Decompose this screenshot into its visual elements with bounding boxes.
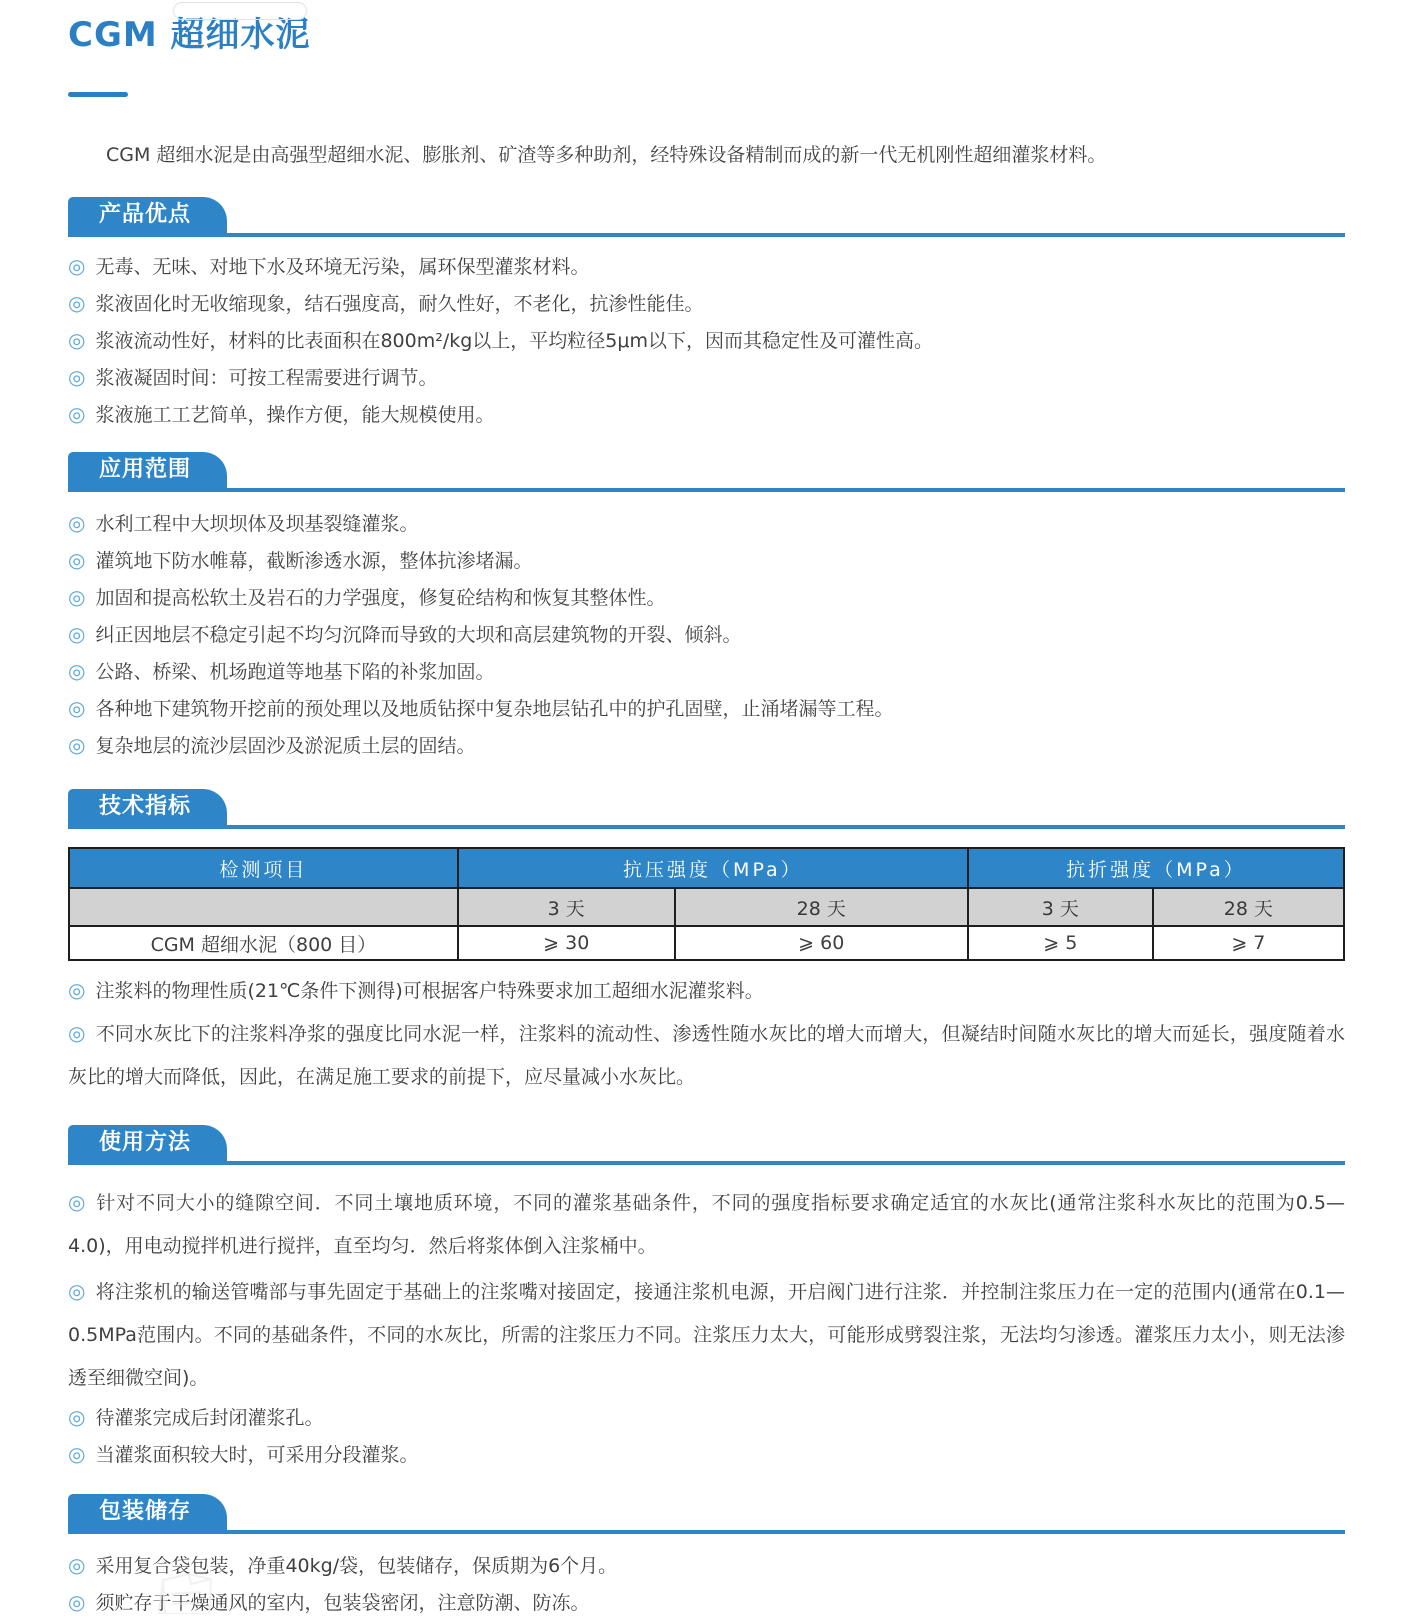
item-text: 水利工程中大坝坝体及坝基裂缝灌浆。 [95, 513, 419, 535]
header-cell-flexural: 抗折强度（MPa） [968, 848, 1344, 888]
item-text: 须贮存于干燥通风的室内，包装袋密闭，注意防潮、防冻。 [95, 1592, 590, 1614]
item-text: 纠正因地层不稳定引起不均匀沉降而导致的大坝和高层建筑物的开裂、倾斜。 [95, 624, 742, 646]
data-cell-product: CGM 超细水泥（800 目） [69, 926, 458, 960]
item-text: 注浆料的物理性质(21℃条件下测得)可根据客户特殊要求加工超细水泥灌浆料。 [95, 980, 764, 1002]
item-text: 浆液凝固时间：可按工程需要进行调节。 [95, 367, 438, 389]
section-header-usage [68, 1125, 1345, 1165]
bullet-icon: ◎ [68, 1442, 86, 1466]
section-heading-specs: 技术指标 [68, 789, 227, 825]
item-text: 浆液流动性好，材料的比表面积在800m²/kg以上，平均粒径5μm以下，因而其稳定性及可灌性高。 [95, 330, 933, 352]
subheader-cell-3d: 3 天 [458, 888, 675, 926]
list-item [68, 1181, 1345, 1268]
list-item [68, 362, 1345, 393]
item-text: 将注浆机的输送管嘴部与事先固定于基础上的注浆嘴对接固定，接通注浆机电源，开启阀门进行注浆．并控制注浆压力在一定的范围内(通常在0.1—0.5MPa范围内。不同的基础条件，不同的水灰比，所需的注浆压力不同。注浆压力太大，可能形成劈裂注浆，无法均匀渗透。灌浆压力太小，则无法渗透至细微空间)。 [68, 1281, 1345, 1389]
bullet-icon: ◎ [68, 254, 86, 278]
item-text: 采用复合袋包装，净重40kg/袋，包装储存，保质期为6个月。 [95, 1555, 618, 1577]
section-heading-usage: 使用方法 [68, 1125, 227, 1161]
list-item [68, 1550, 1345, 1581]
document-page [68, 14, 1345, 1618]
list-item [68, 399, 1345, 430]
bullet-icon: ◎ [68, 328, 86, 352]
bullet-icon: ◎ [68, 402, 86, 426]
applications-list [68, 508, 1345, 761]
bullet-icon: ◎ [68, 1190, 87, 1214]
bullet-icon: ◎ [68, 291, 86, 315]
data-cell-value: ⩾ 5 [968, 926, 1153, 960]
bullet-icon: ◎ [68, 1021, 86, 1045]
bullet-icon: ◎ [68, 365, 86, 389]
bullet-icon: ◎ [68, 978, 86, 1002]
bullet-icon: ◎ [68, 1279, 86, 1303]
bullet-icon: ◎ [68, 659, 86, 683]
note-item [68, 1012, 1345, 1099]
bullet-icon: ◎ [68, 1590, 86, 1614]
specs-table-data-row [69, 926, 1344, 960]
list-item [68, 1270, 1345, 1400]
bullet-icon: ◎ [68, 1405, 86, 1429]
section-heading-applications: 应用范围 [68, 452, 227, 488]
section-header-applications [68, 452, 1345, 492]
section-heading-storage: 包装储存 [68, 1494, 227, 1530]
list-item [68, 508, 1345, 539]
header-cell-test-item: 检测项目 [69, 848, 458, 888]
advantages-list [68, 251, 1345, 430]
data-cell-value: ⩾ 30 [458, 926, 675, 960]
section-header-specs [68, 789, 1345, 829]
section-heading-advantages: 产品优点 [68, 197, 227, 233]
bullet-icon: ◎ [68, 1553, 86, 1577]
list-item [68, 693, 1345, 724]
bullet-icon: ◎ [68, 585, 86, 609]
item-text: 当灌浆面积较大时，可采用分段灌浆。 [95, 1444, 419, 1466]
list-item [68, 288, 1345, 319]
list-item [68, 656, 1345, 687]
bullet-icon: ◎ [68, 511, 86, 535]
subheader-cell-empty [69, 888, 458, 926]
item-text: 不同水灰比下的注浆料净浆的强度比同水泥一样，注浆料的流动性、渗透性随水灰比的增大而增大，但凝结时间随水灰比的增大而延长，强度随着水灰比的增大而降低，因此，在满足施工要求的前提下，应尽量减小水灰比。 [68, 1023, 1345, 1088]
subheader-cell-28d: 28 天 [1153, 888, 1344, 926]
item-text: 针对不同大小的缝隙空间．不同土壤地质环境，不同的灌浆基础条件，不同的强度指标要求确定适宜的水灰比(通常注浆科水灰比的范围为0.5—4.0)，用电动搅拌机进行搅拌，直至均匀．然后将浆体倒入注浆桶中。 [68, 1192, 1345, 1257]
item-text: 无毒、无味、对地下水及环境无污染，属环保型灌浆材料。 [95, 256, 590, 278]
specs-notes [68, 975, 1345, 1099]
list-item [68, 730, 1345, 761]
storage-list [68, 1550, 1345, 1618]
bullet-icon: ◎ [68, 733, 86, 757]
list-item [68, 1439, 1345, 1470]
item-text: 待灌浆完成后封闭灌浆孔。 [95, 1407, 324, 1429]
section-header-storage [68, 1494, 1345, 1534]
item-text: 复杂地层的流沙层固沙及淤泥质土层的固结。 [95, 735, 476, 757]
specs-table-subheader-row [69, 888, 1344, 926]
list-item [68, 325, 1345, 356]
subheader-cell-28d: 28 天 [675, 888, 968, 926]
page-title: CGM 超细水泥 [68, 15, 311, 55]
specs-table [68, 847, 1345, 961]
usage-list [68, 1181, 1345, 1470]
item-text: 灌筑地下防水帷幕，截断渗透水源，整体抗渗堵漏。 [95, 550, 533, 572]
item-text: 加固和提高松软土及岩石的力学强度，修复砼结构和恢复其整体性。 [95, 587, 666, 609]
list-item [68, 545, 1345, 576]
title-underline [68, 92, 128, 97]
item-text: 各种地下建筑物开挖前的预处理以及地质钻探中复杂地层钻孔中的护孔固壁，止涌堵漏等工程。 [95, 698, 894, 720]
list-item [68, 619, 1345, 650]
list-item [68, 251, 1345, 282]
bullet-icon: ◎ [68, 696, 86, 720]
bullet-icon: ◎ [68, 548, 86, 572]
data-cell-value: ⩾ 7 [1153, 926, 1344, 960]
cement-bag-watermark [145, 1570, 225, 1614]
item-text: 浆液固化时无收缩现象，结石强度高，耐久性好，不老化，抗渗性能佳。 [95, 293, 704, 315]
bullet-icon: ◎ [68, 622, 86, 646]
specs-table-header-row [69, 848, 1344, 888]
list-item [68, 1587, 1345, 1618]
intro-paragraph: CGM 超细水泥是由高强型超细水泥、膨胀剂、矿渣等多种助剂，经特殊设备精制而成的新一代无机刚性超细灌浆材料。 [106, 144, 1107, 166]
item-text: 公路、桥梁、机场跑道等地基下陷的补浆加固。 [95, 661, 495, 683]
subheader-cell-3d: 3 天 [968, 888, 1153, 926]
list-item [68, 582, 1345, 613]
section-header-advantages [68, 197, 1345, 237]
item-text: 浆液施工工艺简单，操作方便，能大规模使用。 [95, 404, 495, 426]
list-item [68, 1402, 1345, 1433]
data-cell-value: ⩾ 60 [675, 926, 968, 960]
note-item [68, 975, 1345, 1006]
top-edge-artifact [173, 2, 307, 20]
header-cell-compressive: 抗压强度（MPa） [458, 848, 968, 888]
